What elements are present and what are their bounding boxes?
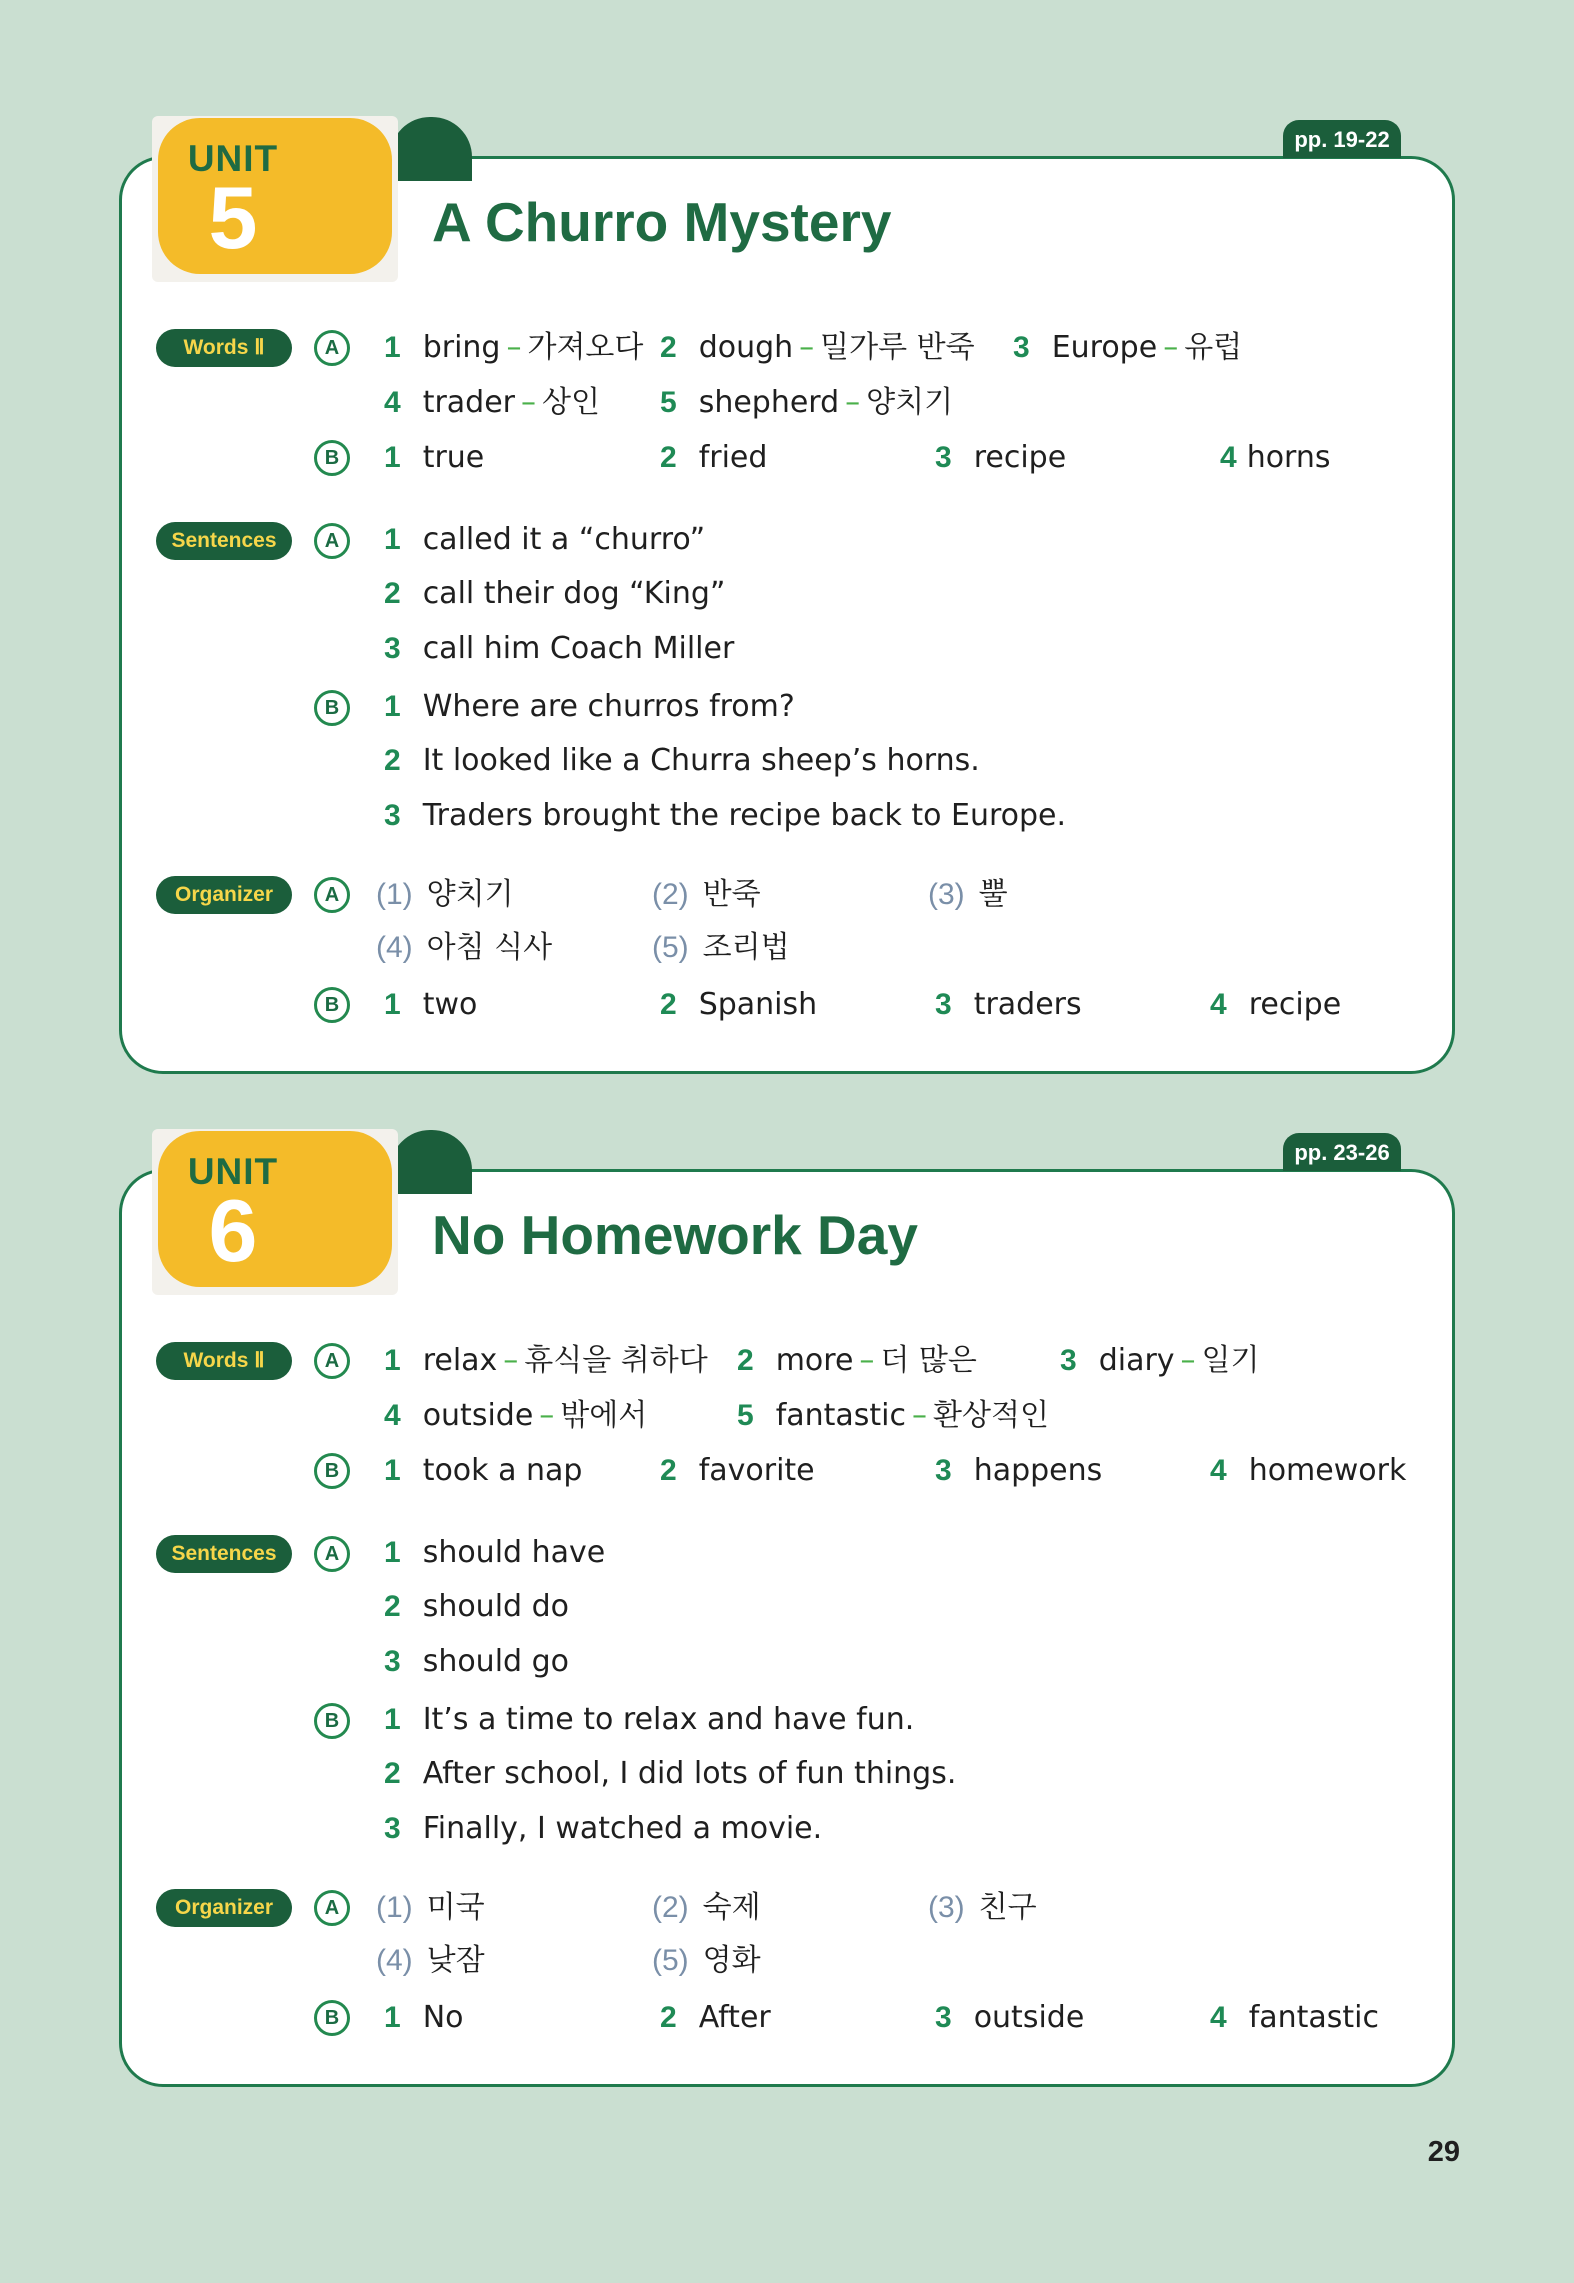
- words-a-item: 2 dough – 밀가루 반죽: [660, 330, 975, 365]
- sentence-a-item: 1 should have: [384, 1535, 606, 1570]
- unit-number: 6: [208, 1181, 258, 1280]
- badge-tab: [390, 1130, 472, 1194]
- unit-badge: [158, 118, 392, 274]
- words-a-item: 4 trader – 상인: [384, 385, 600, 420]
- words-a-item: 3 diary – 일기: [1060, 1343, 1260, 1378]
- unit-label: UNIT: [187, 1151, 279, 1192]
- part-b-marker: B: [314, 440, 350, 476]
- organizer-b-item: 3 outside: [935, 2000, 1085, 2035]
- part-b-marker: B: [314, 1703, 350, 1739]
- words-b-item: 3 recipe: [935, 440, 1067, 475]
- organizer-a-item: (3) 친구: [928, 1890, 1037, 1925]
- sentence-a-item: 1 called it a “churro”: [384, 522, 706, 557]
- sentences-label: Sentences: [156, 522, 292, 560]
- words-b-item: 4 horns: [1220, 440, 1331, 475]
- organizer-a-item: (2) 숙제: [652, 1890, 761, 1925]
- words-a-item: 5 fantastic – 환상적인: [737, 1398, 1049, 1433]
- unit-label: UNIT: [187, 138, 279, 179]
- organizer-a-item: (2) 반죽: [652, 877, 761, 912]
- organizer-a-item: (1) 미국: [376, 1890, 485, 1925]
- sentence-b-item: 2 It looked like a Churra sheep’s horns.: [384, 743, 980, 778]
- part-b-marker: B: [314, 2000, 350, 2036]
- unit-6-section: [0, 1013, 1574, 2093]
- organizer-a-item: (3) 뿔: [928, 877, 1008, 912]
- sentences-label: Sentences: [156, 1535, 292, 1573]
- sentence-a-item: 3 should go: [384, 1644, 570, 1679]
- organizer-a-item: (4) 아침 식사: [376, 930, 553, 965]
- words-b-item: 4 homework: [1210, 1453, 1407, 1488]
- sentence-b-item: 3 Traders brought the recipe back to Europe.: [384, 798, 1067, 833]
- words-b-item: 3 happens: [935, 1453, 1103, 1488]
- words-a-item: 3 Europe – 유럽: [1013, 330, 1243, 365]
- organizer-a-item: (4) 낮잠: [376, 1943, 485, 1978]
- sentence-a-item: 2 call their dog “King”: [384, 576, 726, 611]
- words-b-item: 2 fried: [660, 440, 768, 475]
- sentence-b-item: 2 After school, I did lots of fun things.: [384, 1756, 957, 1791]
- sentence-b-item: 1 It’s a time to relax and have fun.: [384, 1702, 915, 1737]
- unit-5-section: [0, 0, 1574, 1080]
- words-a-item: 5 shepherd – 양치기: [660, 385, 954, 420]
- part-a-marker: A: [314, 1890, 350, 1926]
- words-label: Words Ⅱ: [156, 329, 292, 367]
- part-a-marker: A: [314, 330, 350, 366]
- words-b-item: 1 took a nap: [384, 1453, 583, 1488]
- unit-card: [119, 1169, 1455, 2087]
- words-a-item: 1 bring – 가져오다: [384, 330, 644, 365]
- organizer-a-item: (5) 조리법: [652, 930, 790, 965]
- part-a-marker: A: [314, 1536, 350, 1572]
- words-label: Words Ⅱ: [156, 1342, 292, 1380]
- organizer-a-item: (5) 영화: [652, 1943, 761, 1978]
- words-b-item: 2 favorite: [660, 1453, 815, 1488]
- organizer-b-item: 2 Spanish: [660, 987, 818, 1022]
- page-range: pp. 23-26: [1283, 1133, 1401, 1171]
- organizer-b-item: 2 After: [660, 2000, 771, 2035]
- page-number: 29: [1427, 2136, 1460, 2168]
- part-b-marker: B: [314, 690, 350, 726]
- words-a-item: 1 relax – 휴식을 취하다: [384, 1343, 708, 1378]
- page-range: pp. 19-22: [1283, 120, 1401, 158]
- part-a-marker: A: [314, 877, 350, 913]
- organizer-b-item: 3 traders: [935, 987, 1082, 1022]
- sentence-b-item: 3 Finally, I watched a movie.: [384, 1811, 823, 1846]
- unit-number: 5: [208, 168, 258, 267]
- organizer-label: Organizer: [156, 876, 292, 914]
- organizer-b-item: 4 recipe: [1210, 987, 1342, 1022]
- unit-title: No Homework Day: [432, 1204, 918, 1266]
- badge-tab: [390, 117, 472, 181]
- organizer-b-item: 4 fantastic: [1210, 2000, 1380, 2035]
- words-b-item: 1 true: [384, 440, 485, 475]
- organizer-a-item: (1) 양치기: [376, 877, 514, 912]
- part-b-marker: B: [314, 987, 350, 1023]
- words-a-item: 4 outside – 밖에서: [384, 1398, 648, 1433]
- organizer-b-item: 1 No: [384, 2000, 464, 2035]
- unit-title: A Churro Mystery: [432, 191, 892, 253]
- organizer-label: Organizer: [156, 1889, 292, 1927]
- organizer-b-item: 1 two: [384, 987, 478, 1022]
- sentence-b-item: 1 Where are churros from?: [384, 689, 795, 724]
- sentence-a-item: 2 should do: [384, 1589, 570, 1624]
- words-a-item: 2 more – 더 많은: [737, 1343, 977, 1378]
- sentence-a-item: 3 call him Coach Miller: [384, 631, 735, 666]
- unit-badge: [158, 1131, 392, 1287]
- part-a-marker: A: [314, 523, 350, 559]
- part-a-marker: A: [314, 1343, 350, 1379]
- part-b-marker: B: [314, 1453, 350, 1489]
